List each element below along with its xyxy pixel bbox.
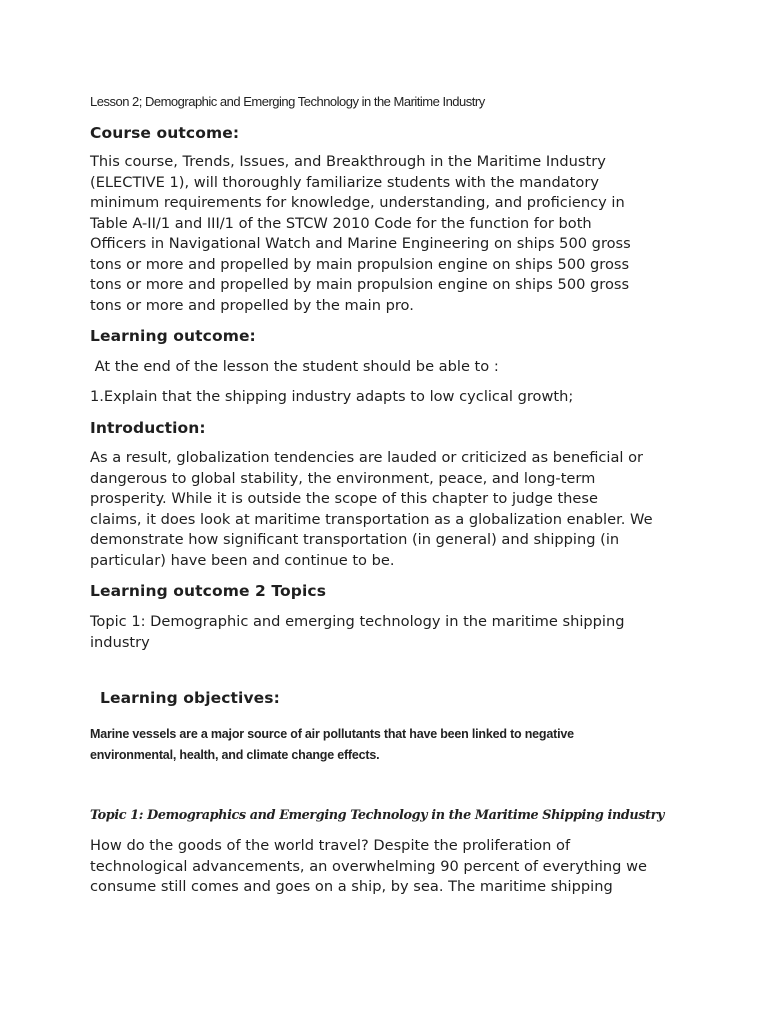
course-outcome-line: tons or more and propelled by the main pro. xyxy=(90,296,414,314)
learning-outcome-2-paragraph xyxy=(90,612,698,653)
learning-objectives-line: environmental, health, and climate change effects. xyxy=(90,748,380,762)
course-outcome-line: Table A-II/1 and III/1 of the STCW 2010 Code for the function for both xyxy=(90,214,592,232)
learning-outcome-2-line: Topic 1: Demographic and emerging technology in the maritime shipping xyxy=(90,613,625,630)
introduction-line: As a result, globalization tendencies are lauded or criticized as beneficial or xyxy=(90,449,644,466)
course-outcome-line: minimum requirements for knowledge, understanding, and proficiency in xyxy=(90,194,625,211)
course-outcome-line: tons or more and propelled by main propulsion engine on ships 500 gross xyxy=(90,255,630,273)
topic-1-line: technological advancements, an overwhelming 90 percent of everything we xyxy=(90,857,647,875)
topic-1-line: consume still comes and goes on a ship, by sea. The maritime shipping xyxy=(90,878,613,895)
topic-1-paragraph xyxy=(90,836,698,898)
topic-1-heading: Topic 1: Demographics and Emerging Technology in the Maritime Shipping industry xyxy=(90,808,665,823)
topic-1-line: How do the goods of the world travel? Despite the proliferation of xyxy=(90,837,571,854)
learning-outcome-item: 1.Explain that the shipping industry adapts to low cyclical growth; xyxy=(90,388,574,405)
introduction-line: demonstrate how significant transportation (in general) and shipping (in xyxy=(90,531,620,548)
course-outcome-paragraph xyxy=(90,152,698,316)
introduction-line: dangerous to global stability, the environment, peace, and long-term xyxy=(90,469,596,487)
learning-outcome-2-line: industry xyxy=(90,633,150,651)
learning-objectives-paragraph xyxy=(90,724,698,766)
learning-outcome-intro: At the end of the lesson the student should be able to : xyxy=(90,358,499,375)
introduction-line: claims, it does look at maritime transportation as a globalization enabler. We xyxy=(90,510,653,528)
lesson-title: Lesson 2; Demographic and Emerging Technology in the Maritime Industry xyxy=(90,94,485,109)
course-outcome-line: Officers in Navigational Watch and Marine Engineering on ships 500 gross xyxy=(90,235,631,252)
introduction-paragraph xyxy=(90,448,698,571)
learning-objectives-heading: Learning objectives: xyxy=(100,689,280,707)
course-outcome-line: (ELECTIVE 1), will thoroughly familiarize students with the mandatory xyxy=(90,173,599,191)
course-outcome-line: tons or more and propelled by main propulsion engine on ships 500 gross xyxy=(90,276,630,293)
course-outcome-heading: Course outcome: xyxy=(90,124,240,142)
course-outcome-line: This course, Trends, Issues, and Breakthrough in the Maritime Industry xyxy=(90,153,606,170)
introduction-heading: Introduction: xyxy=(90,419,206,437)
learning-outcome-2-heading: Learning outcome 2 Topics xyxy=(90,582,327,600)
learning-objectives-line: Marine vessels are a major source of air pollutants that have been linked to negative xyxy=(90,727,574,741)
learning-outcome-heading: Learning outcome: xyxy=(90,327,256,345)
introduction-line: particular) have been and continue to be. xyxy=(90,551,395,569)
introduction-line: prosperity. While it is outside the scope of this chapter to judge these xyxy=(90,490,598,507)
